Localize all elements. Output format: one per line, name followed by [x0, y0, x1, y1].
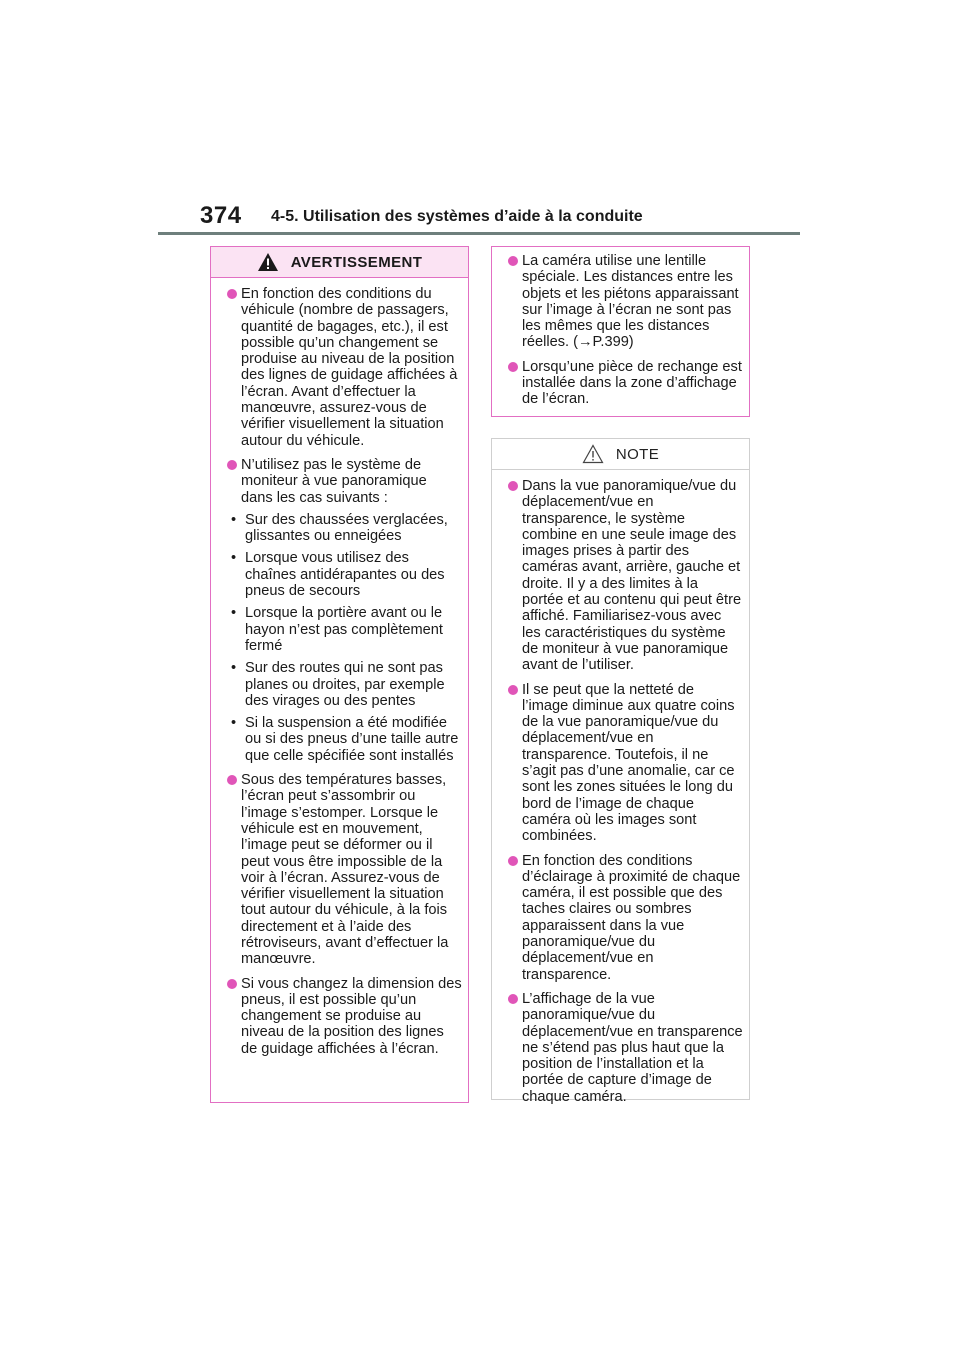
- warning-continued-content: [492, 247, 749, 414]
- bullet-icon: [508, 481, 518, 491]
- warning-item: N’utilisez pas le système de moniteur à vue panoramique dans les cas suivants :: [227, 457, 462, 506]
- note-item: Il se peut que la netteté de l’image diminue aux quatre coins de la vue panoramique/vue du déplacement/vue en transparence. Toutefois, il ne s’agit pas d’une anomalie, car ce sont les zones situées le long du bord de l’image de chaque caméra où les images sont combinées.: [508, 682, 743, 845]
- warning-sub-item: • Lorsque la portière avant ou le hayon n’est pas complètement fermé: [231, 605, 443, 654]
- warning-item: La caméra utilise une lentille spéciale. Les distances entre les objets et les piétons apparaissant sur l’image à l’écran ne sont pas les mêmes que les distances réelles. (→P.399): [508, 253, 743, 351]
- bullet-icon: [227, 460, 237, 470]
- bullet-icon: [508, 256, 518, 266]
- section-title: 4-5. Utilisation des systèmes d’aide à la conduite: [271, 208, 643, 225]
- bullet-icon: [227, 775, 237, 785]
- bullet-icon: [508, 362, 518, 372]
- warning-item: Lorsqu’une pièce de rechange est installée dans la zone d’affichage de l’écran.: [508, 359, 743, 408]
- note-item: Dans la vue panoramique/vue du déplacement/vue en transparence, le système combine en une seule image des images prises à partir des caméras avant, arrière, gauche et droite. Il y a des limites à la portée et au contenu qui peut être affiché. Familiarisez-vous avec les caractéristiques du système de moniteur à vue panoramique avant de l’utiliser.: [508, 478, 743, 674]
- bullet-icon: [227, 289, 237, 299]
- note-title: NOTE: [615, 445, 660, 463]
- warning-content: [211, 278, 468, 1063]
- note-content: [492, 470, 749, 1111]
- warning-item: En fonction des conditions du véhicule (nombre de passagers, quantité de bagages, etc.), il est possible qu’un changement se produise au niveau de la position des lignes de guidage affichées à l’écran. Avant d’effectuer la manœuvre, assurez-vous de vérifier visuellement la situation autour du véhicule.: [227, 286, 462, 449]
- warning-sub-item: • Sur des chaussées verglacées, glissantes ou enneigées: [231, 511, 448, 545]
- bullet-icon: [508, 685, 518, 695]
- warning-sub-item: • Lorsque vous utilisez des chaînes antidérapantes ou des pneus de secours: [231, 550, 445, 600]
- page-header: [158, 200, 800, 236]
- note-header: [492, 439, 749, 470]
- warning-sub-item: • Sur des routes qui ne sont pas planes ou droites, par exemple des virages ou des pentes: [231, 660, 445, 709]
- bullet-icon: [508, 856, 518, 866]
- bullet-icon: [227, 979, 237, 989]
- caution-triangle-icon: [582, 444, 604, 464]
- warning-sub-item: • Si la suspension a été modifiée ou si des pneus d’une taille autre que celle spécifiée sont installés: [231, 715, 459, 764]
- bullet-icon: [508, 994, 518, 1004]
- warning-triangle-icon: [257, 252, 279, 272]
- header-rule: [158, 232, 800, 235]
- warning-item: Si vous changez la dimension des pneus, il est possible qu’un changement se produise au niveau de la position des lignes de guidage affichées à l’écran.: [227, 976, 462, 1057]
- note-box: [491, 438, 750, 1105]
- warning-title: AVERTISSEMENT: [290, 253, 423, 271]
- note-item: En fonction des conditions d’éclairage à proximité de chaque caméra, il est possible que des taches claires ou sombres apparaissent dans la vue panoramique/vue du déplacement/vue en transparence.: [508, 853, 743, 983]
- page-number: 374: [200, 202, 242, 229]
- warning-box: [210, 246, 469, 1103]
- warning-header: [211, 247, 468, 278]
- warning-item: Sous des températures basses, l’écran peut s’assombrir ou l’image s’estomper. Lorsque le véhicule est en mouvement, l’image peut se déformer ou il peut vous être impossible de la voir à l’écran. Assurez-vous de vérifier visuellement la situation tout autour du véhicule, à la fois directement et à l’aide des rétroviseurs, avant d’effectuer la manœuvre.: [227, 772, 462, 968]
- note-item: L’affichage de la vue panoramique/vue du déplacement/vue en transparence ne s’étend pas plus haut que la position de l’installation et la portée de capture d’image de chaque caméra.: [508, 991, 743, 1105]
- warning-box-continued: [491, 246, 750, 417]
